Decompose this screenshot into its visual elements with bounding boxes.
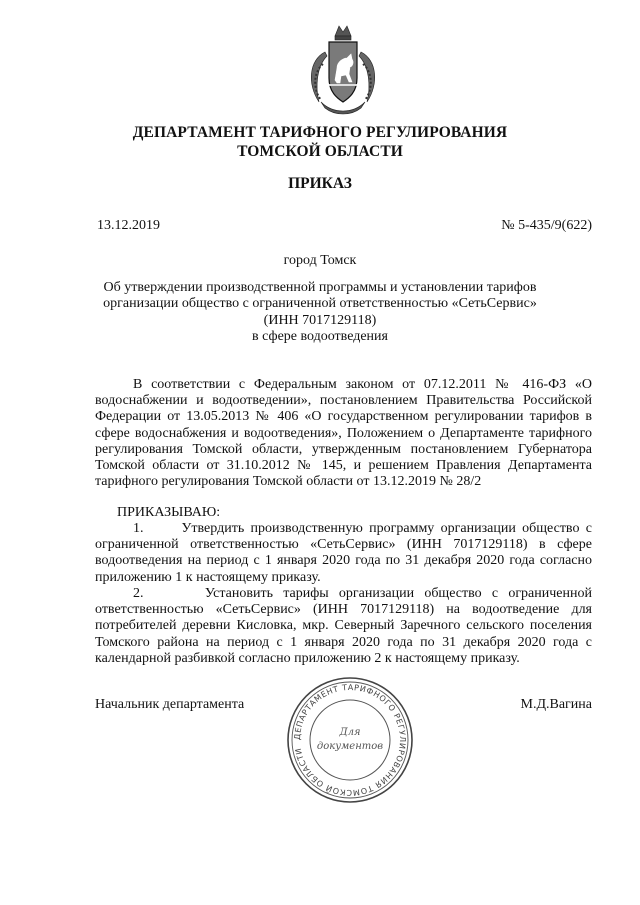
preamble-line: регулирования Томской области, утвержденным постановлением Губернатора [95,441,592,457]
item1-line: водоотведения на период с 1 января 2020 года по 31 декабря 2020 года согласно [95,553,592,569]
subject-line: (ИНН 7017129118) [263,312,377,328]
signatory-name: М.Д.Вагина [520,697,592,712]
subject-line: в сфере водоотведения [252,328,388,344]
item2-line: Томского района на период с 1 января 2020 года по 31 декабря 2020 года с [95,634,592,650]
preamble-line: сфере водоснабжения и водоотведения», Положением о Департаменте тарифного [95,425,592,441]
tomsk-coat-of-arms-icon [295,22,391,118]
order-word: ПРИКАЗЫВАЮ: [117,505,221,520]
preamble-line: водоснабжении и водоотведении», постановлением Правительства Российской [95,393,592,409]
item1-line: ограниченной ответственностью «СетьСервис» (ИНН 7017129118) в сфере [95,537,592,553]
preamble-line: В соответствии с Федеральным законом от 07.12.2011 № 416-ФЗ «О [133,377,592,392]
item2-line: календарной разбивкой согласно приложению 2 к настоящему приказу. [95,650,520,666]
official-seal-stamp [285,675,415,805]
svg-text:ДЕПАРТАМЕНТ ТАРИФНОГО РЕГУЛИРО: ДЕПАРТАМЕНТ ТАРИФНОГО РЕГУЛИРОВАНИЯ ТОМСКОЙ ОБЛАСТИ [292,682,408,798]
document-number: № 5-435/9(622) [501,218,592,233]
preamble-paragraph [95,377,592,490]
organization-name-line-1: ДЕПАРТАМЕНТ ТАРИФНОГО РЕГУЛИРОВАНИЯ [132,124,508,141]
order-item-2 [95,586,592,667]
svg-text:документов: документов [316,741,384,752]
item1-line: 1. Утвердить производственную программу организации общество с [133,521,592,536]
document-subject [80,280,560,345]
item1-line: приложению 1 к настоящему приказу. [95,569,321,585]
organization-name-line-2: ТОМСКОЙ ОБЛАСТИ [237,143,403,160]
document-city: город Томск [283,253,357,268]
subject-line: Об утверждении производственной программы и установлении тарифов [103,280,537,295]
preamble-line: Федерации от 13.05.2013 № 406 «О государственном регулировании тарифов в [95,409,592,425]
document-date: 13.12.2019 [97,218,160,233]
svg-text:Для: Для [339,727,361,738]
order-item-1 [95,521,592,586]
signatory-title: Начальник департамента [95,697,245,712]
item2-line: потребителей деревни Кисловка, мкр. Северный Заречного сельского поселения [95,618,592,634]
preamble-line: Томской области от 31.10.2012 № 145, и решением Правления Департамента [95,458,592,474]
subject-line: организации общество с ограниченной ответственностью «СетьСервис» [103,296,537,312]
item2-line: 2. Установить тарифы организации общество с ограниченной [133,586,592,601]
item2-line: ответственностью «СетьСервис» (ИНН 7017129118) на водоотведение для [95,602,592,618]
preamble-line: тарифного регулирования Томской области от 13.12.2019 № 28/2 [95,474,482,490]
document-type-title: ПРИКАЗ [288,175,352,192]
